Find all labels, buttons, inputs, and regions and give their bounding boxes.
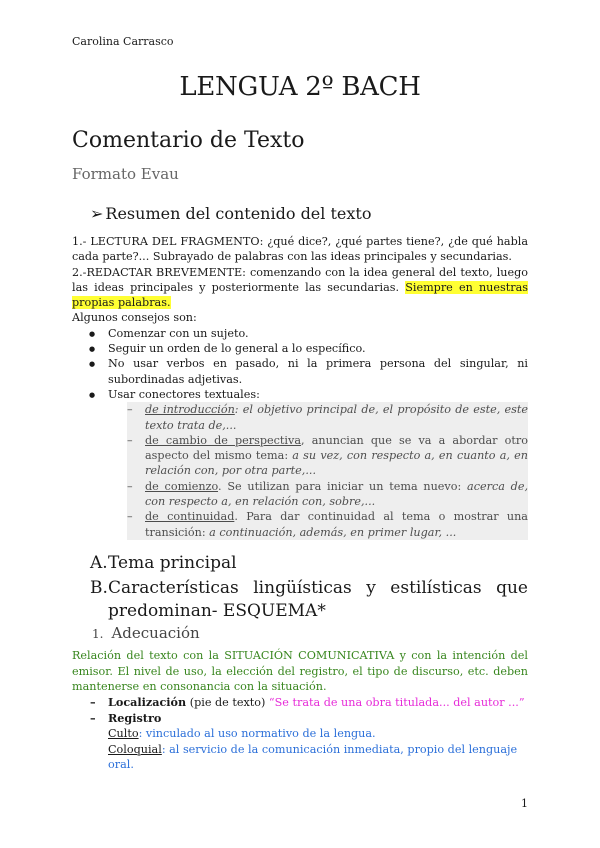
section-title: Resumen del contenido del texto xyxy=(105,204,372,223)
connector-desc: , anuncian que se va a abordar otro aspecto del mismo tema: xyxy=(145,433,528,463)
list-item: ● Comenzar con un sujeto. xyxy=(72,326,528,341)
connector-examples: a continuación, además, en primer lugar, ... xyxy=(209,525,457,539)
coloquial-text: : al servicio de la comunicación inmediata, propio del lenguaje oral. xyxy=(108,742,518,771)
lettered-item-a xyxy=(90,553,528,573)
coloquial-row xyxy=(72,742,542,773)
connector-examples: a su vez, con respecto a, en cuanto a, en relación con, por otra parte,... xyxy=(145,449,528,478)
connector-item xyxy=(127,433,528,479)
connector-desc: . Se utilizan para iniciar un tema nuevo: xyxy=(218,479,468,493)
list-item: ● Usar conectores textuales: xyxy=(72,387,528,402)
connector-term: de continuidad xyxy=(145,510,235,524)
list-marker: B. xyxy=(90,578,108,598)
connector-item xyxy=(127,479,528,510)
dash-marker: – xyxy=(90,695,96,709)
lettered-item-b xyxy=(90,577,528,623)
culto-row xyxy=(72,726,542,742)
highlighted-text: Siempre en nuestras propias palabras. xyxy=(72,280,528,310)
list-marker: A. xyxy=(90,553,108,573)
numbered-heading xyxy=(92,624,200,642)
subtitle: Formato Evau xyxy=(72,165,179,183)
heading: Comentario de Texto xyxy=(72,128,305,153)
lettered-text-continued: predominan- ESQUEMA* xyxy=(108,601,326,621)
connector-examples: : el objetivo principal de, el propósito de este, este texto trata de,... xyxy=(145,403,528,432)
connector-examples: acerca de, con respecto a, en relación con, sobre,... xyxy=(145,479,529,509)
step-2-text: 2.-REDACTAR BREVEMENTE: comenzando con la idea general del texto, luego las ideas principales y posteriormente las secundarias. xyxy=(72,265,528,294)
lettered-text: Características lingüísticas y estilísticas que xyxy=(108,578,528,598)
page-number: 1 xyxy=(521,797,528,810)
advice-list xyxy=(72,326,528,402)
page-title: LENGUA 2º BACH xyxy=(179,72,421,102)
registro-row xyxy=(72,711,542,727)
localizacion-label: Localización xyxy=(108,695,187,709)
section-heading xyxy=(90,204,371,223)
localizacion-row xyxy=(72,695,542,711)
step-1: 1.- LECTURA DEL FRAGMENTO: ¿qué dice?, ¿qué partes tiene?, ¿de qué habla cada parte?... Subrayado de palabras con las ideas principales y secundarias. xyxy=(72,235,528,264)
connector-term: de cambio de perspectiva xyxy=(145,433,301,447)
step-2 xyxy=(72,265,528,311)
summary-content xyxy=(72,234,528,540)
localizacion-paren: (pie de texto) xyxy=(186,696,269,709)
adecuacion-paragraph: Relación del texto con la SITUACIÓN COMUNICATIVA y con la intención del emisor. El nivel de uso, la elección del registro, el tipo de discurso, etc. deben mantenerse en consonancia con la situación. xyxy=(72,649,528,693)
culto-text: : vinculado al uso normativo de la lengua. xyxy=(138,727,376,740)
arrow-bullet-icon: ➢ xyxy=(90,204,104,223)
coloquial-label: Coloquial xyxy=(108,742,162,756)
connector-item xyxy=(127,509,528,540)
culto-label: Culto xyxy=(108,727,139,740)
connector-term: de introducción xyxy=(145,403,235,417)
registro-label: Registro xyxy=(108,710,162,725)
connector-desc: . Para dar continuidad al tema o mostrar una transición: xyxy=(145,510,528,539)
numbered-text: Adecuación xyxy=(111,624,200,642)
dash-marker: – xyxy=(90,710,96,725)
advice-intro: Algunos consejos son: xyxy=(72,311,197,325)
list-marker: 1. xyxy=(92,627,104,641)
connector-item xyxy=(127,402,528,433)
connector-term: de comienzo xyxy=(145,479,219,493)
connectors-box xyxy=(127,402,528,540)
localizacion-quote: “Se trata de una obra titulada... del autor ...” xyxy=(268,696,525,709)
lettered-text: Tema principal xyxy=(108,553,237,573)
adecuacion-details xyxy=(72,695,542,773)
list-item: ● Seguir un orden de lo general a lo específico. xyxy=(72,341,528,356)
list-item: ● No usar verbos en pasado, ni la primera persona del singular, ni subordinadas adjetivas. xyxy=(72,356,528,387)
header-author: Carolina Carrasco xyxy=(72,35,174,48)
